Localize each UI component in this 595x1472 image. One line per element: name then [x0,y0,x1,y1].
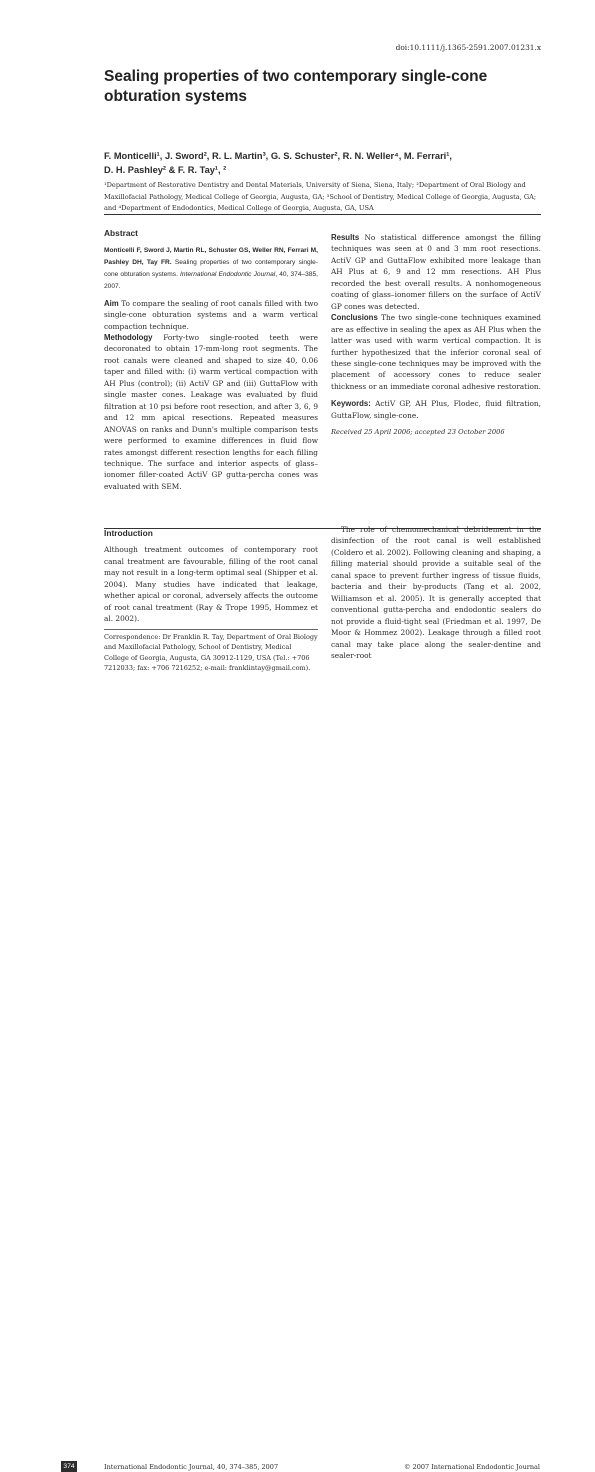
abstract-left-column [104,228,318,492]
keywords-text: ActiV GP, AH Plus, Flodec, fluid filtration, GuttaFlow, single-cone. [331,399,541,420]
citation-title: Sealing properties of two contemporary single-cone obturation systems. [104,259,318,279]
abstract-right-column [331,232,541,439]
citation-journal: International Endodontic Journal [180,271,276,279]
header-divider [104,214,541,215]
author-line-1: F. Monticelli¹, J. Sword², R. L. Martin³, G. S. Schuster², R. N. Weller⁴, M. Ferrari¹, [104,151,452,161]
author-line-2: D. H. Pashley² & F. R. Tay¹, ² [104,165,227,175]
abstract-results [331,232,541,312]
intro-left-column [104,528,318,625]
abstract-conclusions [331,312,541,392]
abstract-citation [104,245,318,292]
page-number: 374 [61,1461,77,1472]
affiliation-line-3: and ⁴Department of Endodontics, Medical College of Georgia, Augusta, GA, USA [104,204,374,213]
footnote-divider [104,629,318,630]
results-label: Results [331,233,360,242]
conclusions-label: Conclusions [331,313,378,323]
intro-paragraph-2: The role of chemomechanical debridement in the disinfection of the root canal is well established (Coldero et al. 2002). Following cleaning and shaping, a filling material should provide a suitable seal of the canal space to prevent further ingress of tissue fluids, bacteria and their by-products (Tang et al. 2002, Williamson et al. 2005). It is generally accepted that conventional gutta-percha and endodontic sealers do not provide a fluid-tight seal (Friedman et al. 1997, De Moor & Hommez 2002). Leakage through a filled root canal may take place along the sealer-dentine and sealer-root [331,525,541,660]
introduction-heading: Introduction [104,528,153,538]
aim-text: To compare the sealing of root canals filled with two single-cone obturation systems and a warm vertical compaction technique. [104,298,318,331]
methodology-text: Forty-two single-rooted teeth were decoronated to obtain 17-mm-long root segments. The root canals were cleaned and shaped to size 40, 0.06 taper and filled with: (i) warm vertical compaction with AH Plus (control); (ii) ActiV GP and (iii) GuttaFlow with single master cones. Leakage was evaluated by fluid filtration at 10 psi before root resection, and after 3, 6, 9 and 12 mm apical resections. Repeated measures ANOVAS on ranks and Dunn's multiple comparison tests were performed to examine differences in fluid flow rates amongst different resection lengths for each filling technique. The surface and interior aspects of glass–ionomer filler-coated ActiV GP gutta-percha cones was evaluated with SEM. [104,333,318,491]
abstract-keywords [331,398,541,421]
results-text: No statistical difference amongst the filling techniques was seen at 0 and 3 mm root resections. ActiV GP and GuttaFlow exhibited more leakage than AH Plus at 6, 9 and 12 mm resections. AH Plus recorded the best overall results. A nonhomogeneous coating of glass–ionomer fillers on the surface of ActiV GP cones was detected. [331,233,541,311]
affiliation-line-2: Maxillofacial Pathology, Medical College of Georgia, Augusta, GA; ³School of Dentistry, Medical College of Georgia, Augusta, GA; [104,192,537,201]
footer-journal: International Endodontic Journal, 40, 374–385, 2007 [104,1463,279,1471]
footer-copyright: © 2007 International Endodontic Journal [404,1463,540,1471]
abstract-methodology [104,332,318,492]
abstract-heading: Abstract [104,228,138,238]
keywords-label: Keywords: [331,399,371,409]
intro-paragraph-1: Although treatment outcomes of contemporary root canal treatment are favourable, filling of the root canal may not result in a long-term optimal seal (Shipper et al. 2004). Many studies have indicated that leakage, whether apical or coronal, adversely affects the outcome of root canal treatment (Ray & Trope 1995, Hommez et al. 2002). [104,545,318,624]
intro-right-column [331,524,541,661]
aim-label: Aim [104,298,119,308]
doi: doi:10.1111/j.1365-2591.2007.01231.x [395,43,541,52]
correspondence-note: Correspondence: Dr Franklin R. Tay, Department of Oral Biology and Maxillofacial Pathology, School of Dentistry, Medical College of Georgia, Augusta, GA 30912-1129, USA (Tel.: +706 7212033; fax: +706 7216252; e-mail: franklintay@gmail.com). [104,633,318,673]
article-title: Sealing properties of two contemporary single-cone obturation systems [104,68,488,105]
methodology-label: Methodology [104,333,153,342]
received-dates: Received 25 April 2006; accepted 23 October 2006 [331,428,505,437]
page-footer [0,730,595,1471]
citation-authors: Monticelli F, Sword J, Martin RL, Schuster GS, Weller RN, Ferrari M, Pashley DH, Tay FR. [104,247,318,267]
author-list [104,149,549,177]
abstract-aim [104,298,318,332]
affiliations [104,180,544,215]
affiliation-line-1: ¹Department of Restorative Dentistry and Dental Materials, University of Siena, Siena, Italy; ²Department of Oral Biology and [104,181,526,189]
conclusions-text: The two single-cone techniques examined are as effective in sealing the apex as AH Plus when the latter was used with warm vertical compaction. It is further hypothesized that the inferior coronal seal of these single-cone techniques may be improved with the placement of accessory cones to reduce sealer thickness or an immediate coronal adhesive restoration. [331,313,541,391]
citation-volume: , 40, 374–385, 2007. [104,271,319,290]
